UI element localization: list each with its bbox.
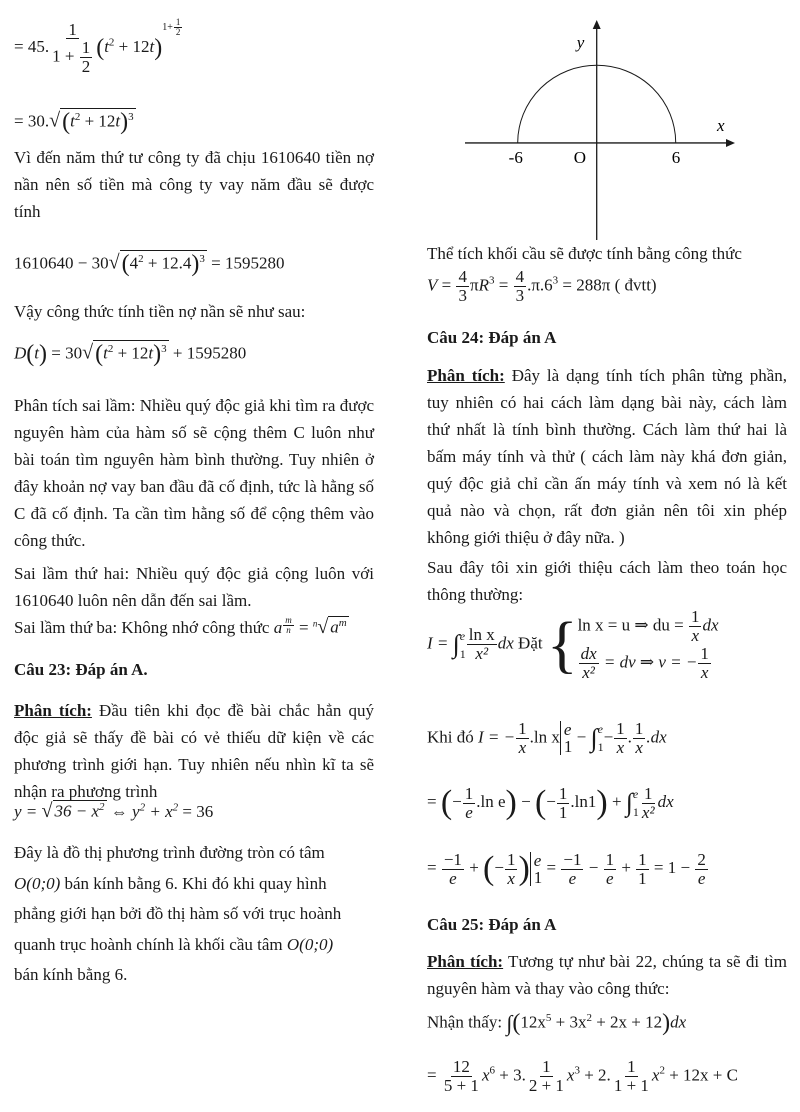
paren: ) bbox=[39, 341, 48, 367]
fraction-numerator: 1 bbox=[175, 17, 181, 27]
fraction-exponent bbox=[283, 616, 294, 636]
eq-text: = 1 − bbox=[649, 857, 695, 877]
variable: a bbox=[330, 618, 339, 637]
brace: { bbox=[546, 608, 578, 680]
fraction bbox=[442, 851, 464, 888]
radical-sign: √ bbox=[41, 800, 53, 822]
fraction-numerator: 1 bbox=[638, 849, 647, 869]
eq-text: = bbox=[427, 791, 441, 811]
analysis-label: Phân tích: bbox=[427, 366, 505, 385]
eq-text: dx bbox=[670, 1012, 687, 1032]
fraction bbox=[463, 785, 476, 822]
variable: t bbox=[103, 343, 108, 363]
eq-text: .π.6 bbox=[527, 275, 553, 295]
eq-text: + 12 bbox=[114, 37, 150, 57]
paren: ) bbox=[120, 109, 129, 135]
analysis-text: Tương tự như bài 22, chúng ta sẽ đi tìm nguyên hàm và thay vào công thức: bbox=[427, 952, 787, 998]
fraction-numerator: 1 bbox=[644, 783, 653, 803]
fraction-numerator: 1 bbox=[506, 849, 516, 869]
equation-polynomial-antiderivative bbox=[427, 1058, 738, 1095]
fraction bbox=[695, 851, 708, 888]
integral-sign: ∫ bbox=[625, 788, 633, 817]
lower-limit: 1 bbox=[459, 646, 466, 661]
paren: ( bbox=[483, 850, 495, 887]
eq-text: Đặt bbox=[513, 633, 547, 653]
fraction-denominator: 3 bbox=[515, 285, 525, 305]
fraction bbox=[689, 608, 702, 645]
exponent: 2 bbox=[659, 1064, 665, 1077]
equation-integral-setup bbox=[427, 608, 719, 681]
exponent: m bbox=[338, 617, 347, 630]
fraction-numerator: 2 bbox=[697, 849, 706, 869]
integral-limits bbox=[633, 785, 639, 821]
paragraph-mistake-1: Phân tích sai lầm: Nhiều quý độc giả khi tìm ra được nguyên hàm của hàm số sẽ cộng thêm C luôn như bài toán tìm nguyên hàm bình thường. Tuy nhiên ở đây khoản nợ vay ban đầu đã cố định, tức là hằng số C đã cố định. Ta cần tìm hằng số để cộng thêm vào công thức. bbox=[14, 396, 374, 550]
variable: t bbox=[70, 111, 75, 131]
eq-text: Sai lầm thứ ba: Không nhớ công thức bbox=[14, 618, 274, 637]
fraction-denominator: e bbox=[465, 802, 473, 822]
fraction bbox=[467, 626, 497, 663]
paragraph-method-intro: Sau đây tôi xin giới thiệu cách làm theo toán học thông thường: bbox=[427, 558, 787, 604]
paren: ( bbox=[26, 341, 35, 367]
paren: ( bbox=[512, 1010, 521, 1036]
fraction-numerator: 1 bbox=[605, 849, 615, 869]
eq-text: − bbox=[572, 727, 591, 747]
fraction-numerator: 1 bbox=[558, 783, 568, 803]
eq-text: + x bbox=[145, 802, 173, 821]
paren: ( bbox=[96, 34, 105, 61]
fraction-denominator: 1 bbox=[558, 802, 568, 822]
eq-text: = bbox=[494, 275, 513, 295]
eq-text: = bbox=[294, 618, 313, 637]
fraction bbox=[50, 21, 95, 77]
fraction-numerator: 1 bbox=[518, 719, 527, 738]
exponent: 3 bbox=[574, 1064, 580, 1077]
variable: t bbox=[149, 37, 155, 57]
exponent: 3 bbox=[199, 252, 205, 265]
fraction bbox=[527, 1058, 566, 1095]
fraction bbox=[698, 645, 711, 682]
substitution-system bbox=[578, 608, 719, 681]
variable: x bbox=[481, 1065, 490, 1085]
variable: x bbox=[566, 1065, 575, 1085]
fraction-numerator: 1 bbox=[464, 783, 474, 803]
heading-question-25: Câu 25: Đáp án A bbox=[427, 915, 557, 934]
fraction-denominator: 1 + 1 bbox=[613, 1075, 649, 1095]
eq-text: quanh trục hoành chính là khối cầu tâm bbox=[14, 934, 287, 954]
fraction-denominator: 1 bbox=[638, 868, 647, 888]
equation-sphere-volume bbox=[427, 268, 657, 305]
variable: t bbox=[104, 37, 109, 57]
exponent: 2 bbox=[139, 801, 146, 814]
radical-sign: √ bbox=[317, 616, 329, 638]
lower-limit: 1 bbox=[597, 740, 604, 755]
equation-result bbox=[427, 850, 709, 888]
upper-limit: e bbox=[563, 720, 572, 740]
integral-limits bbox=[460, 627, 466, 663]
y-axis-arrow bbox=[593, 20, 601, 29]
fraction-denominator: 5 + 1 bbox=[443, 1075, 479, 1095]
fraction bbox=[579, 645, 599, 682]
radicand bbox=[93, 340, 169, 368]
fraction bbox=[640, 785, 657, 822]
paren: ) bbox=[154, 34, 163, 61]
fraction-numerator: 1 bbox=[542, 1057, 551, 1076]
fraction-denominator: x bbox=[616, 737, 625, 757]
fraction-denominator: e bbox=[606, 868, 614, 888]
paragraph-mistake-3 bbox=[14, 616, 349, 639]
equation-polynomial-integral bbox=[427, 1010, 686, 1037]
fraction-numerator: −1 bbox=[443, 849, 462, 869]
eq-text: − bbox=[584, 857, 603, 877]
fraction-numerator: 1 bbox=[690, 607, 700, 626]
fraction-numerator: 1 bbox=[81, 38, 91, 58]
analysis-text: Đầu tiên khi đọc đề bài chắc hẳn quý độc giả sẽ thấy đề bài có vẻ thiếu dữ kiện về các phương trình giới hạn. Tuy nhiên nếu nhìn kĩ ta sẽ nhận ra phương trình bbox=[14, 701, 375, 801]
paragraph-debt-year4: Vì đến năm thứ tư công ty đã chịu 1610640 tiền nợ nần nên số tiền mà công ty vay năm đầu sẽ được tính bbox=[14, 148, 374, 221]
fraction bbox=[636, 851, 649, 888]
eq-text: − bbox=[546, 791, 556, 811]
paren: ) bbox=[505, 784, 517, 821]
upper-limit: e bbox=[632, 787, 639, 801]
lower-limit: 1 bbox=[632, 805, 639, 819]
paragraph-volume-intro: Thể tích khối cầu sẽ được tính bằng công thức bbox=[427, 244, 742, 263]
y-axis-label: y bbox=[576, 33, 585, 52]
fraction-numerator: 1 bbox=[700, 643, 709, 663]
eq-text: Khi đó bbox=[427, 727, 478, 747]
fraction bbox=[442, 1058, 481, 1095]
fraction-denominator: e bbox=[697, 868, 706, 888]
variable: t bbox=[115, 111, 121, 131]
root-index: n bbox=[312, 618, 318, 629]
eq-text: + 3. bbox=[494, 1065, 526, 1085]
paren: ( bbox=[534, 784, 547, 821]
fraction-denominator bbox=[50, 39, 95, 76]
heading-question-24: Câu 24: Đáp án A bbox=[427, 328, 557, 347]
paren: ) bbox=[518, 850, 530, 887]
fraction bbox=[505, 851, 518, 888]
eq-text: = dv ⇒ v = − bbox=[599, 651, 698, 671]
paren: ) bbox=[662, 1010, 671, 1036]
fraction bbox=[456, 268, 469, 305]
paren: ) bbox=[596, 784, 608, 821]
eq-text: + 12x + C bbox=[664, 1065, 738, 1085]
exponent: 3 bbox=[161, 342, 167, 355]
eq-text: y = bbox=[14, 802, 42, 821]
exponent: 2 bbox=[107, 342, 114, 355]
equation-initial-debt bbox=[14, 250, 285, 278]
eq-text: 1610640 − 30 bbox=[14, 253, 109, 273]
fraction-numerator: ln x bbox=[468, 625, 495, 645]
paren: ( bbox=[62, 109, 71, 135]
eq-text: + bbox=[617, 857, 636, 877]
eq-text: I = − bbox=[478, 727, 516, 747]
eq-text: 1 + bbox=[52, 46, 79, 66]
fraction-denominator: x bbox=[507, 868, 515, 888]
analysis-label: Phân tích: bbox=[427, 952, 504, 971]
fraction-numerator: m bbox=[285, 615, 292, 625]
fraction-denominator: x bbox=[691, 625, 699, 645]
exponent: 2 bbox=[108, 36, 115, 49]
fraction-numerator: 1 bbox=[634, 719, 644, 738]
radicand bbox=[60, 108, 136, 136]
eq-text: + 12 bbox=[113, 343, 149, 363]
eq-text: 12x bbox=[520, 1012, 546, 1032]
eq-text: + 3x bbox=[551, 1012, 587, 1032]
eq-text: = 45. bbox=[14, 37, 50, 57]
fraction bbox=[516, 720, 529, 757]
integral-sign: ∫ bbox=[452, 629, 460, 659]
eq-text: − bbox=[516, 791, 535, 811]
paren: ( bbox=[440, 784, 453, 821]
eq-text: − bbox=[603, 727, 614, 747]
fraction-denominator: x bbox=[635, 737, 643, 757]
paren: ( bbox=[95, 341, 104, 367]
origin-label: O bbox=[573, 147, 586, 167]
exponent: 2 bbox=[99, 801, 105, 814]
radicand bbox=[328, 616, 348, 638]
semicircle-graph bbox=[410, 0, 800, 240]
eq-text: + 2x + 12 bbox=[591, 1012, 663, 1032]
upper-limit: e bbox=[597, 722, 603, 737]
eq-text: bán kính bằng 6. Khi đó khi quay hình bbox=[60, 873, 327, 893]
exponent: 2 bbox=[586, 1011, 592, 1024]
eq-text: dx bbox=[657, 791, 674, 811]
substitution-row bbox=[578, 645, 719, 682]
eq-text: 4 bbox=[129, 253, 139, 273]
variable: t bbox=[34, 343, 40, 363]
point-label: O(0;0) bbox=[286, 934, 334, 954]
x-axis-arrow bbox=[726, 139, 735, 147]
paragraph-analysis-25 bbox=[427, 948, 787, 1002]
eq-text: = 288π bbox=[558, 275, 611, 295]
unit-text: ( đvtt) bbox=[610, 275, 657, 295]
fraction bbox=[561, 851, 583, 888]
eq-text: I = bbox=[427, 633, 453, 653]
paragraph-analysis-23 bbox=[14, 697, 374, 805]
fraction-numerator: 1 bbox=[68, 19, 77, 39]
paragraph-formula-intro: Vậy công thức tính tiền nợ nần sẽ như sau: bbox=[14, 302, 306, 321]
eq-text: + bbox=[607, 791, 626, 811]
radical-sign: √ bbox=[49, 109, 61, 132]
exponent: 5 bbox=[545, 1011, 552, 1024]
eq-text: .ln e bbox=[476, 791, 506, 811]
exponent: 2 bbox=[74, 110, 81, 123]
eq-text: = 1595280 bbox=[206, 253, 285, 273]
lower-limit: 1 bbox=[533, 868, 543, 887]
fraction bbox=[174, 18, 183, 38]
x-tick-label: -6 bbox=[508, 147, 523, 167]
fraction bbox=[633, 720, 646, 757]
fraction-numerator: −1 bbox=[563, 849, 582, 869]
paren: ) bbox=[191, 251, 200, 277]
variable: a bbox=[273, 618, 283, 637]
eq-text: + bbox=[464, 857, 484, 877]
fraction-numerator: 4 bbox=[458, 267, 467, 286]
eq-text: = bbox=[427, 857, 441, 877]
equation-parts-step1 bbox=[427, 720, 667, 757]
eq-text: = bbox=[437, 275, 456, 295]
fraction-denominator: 3 bbox=[458, 285, 467, 305]
fraction bbox=[80, 39, 93, 76]
fraction bbox=[614, 720, 627, 757]
variable: x bbox=[651, 1065, 660, 1085]
fraction-numerator: 12 bbox=[452, 1057, 470, 1076]
analysis-text: Đây là dạng tính tích phân từng phần, tuy nhiên có hai cách làm dạng bài này, cách làm thứ nhất là tính bình thường. Cách làm thứ hai là bấm máy tính và thử ( cách làm này khá đơn giản, quý độc giả chỉ cần ấn máy tính và xem nó là kết quả nào và chọn, rất đơn giản nên tôi xin phép không giới thiệu ở đây nữa. ) bbox=[427, 366, 787, 547]
eq-text: = 30. bbox=[14, 111, 50, 131]
fraction-numerator: 1 bbox=[616, 719, 625, 738]
paren: ) bbox=[153, 341, 162, 367]
eq-text: = bbox=[542, 857, 561, 877]
radical-sign: √ bbox=[82, 341, 94, 364]
equation-parts-step2 bbox=[427, 784, 674, 822]
variable: V bbox=[427, 275, 438, 295]
eq-text: Nhận thấy: bbox=[427, 1012, 507, 1032]
exponent: 3 bbox=[488, 274, 495, 287]
eq-text: = 36 bbox=[178, 802, 214, 821]
fraction bbox=[612, 1058, 651, 1095]
eq-text: + 12 bbox=[80, 111, 116, 131]
integral-sign: ∫ bbox=[506, 1010, 513, 1036]
x-tick-label: 6 bbox=[671, 147, 681, 167]
fraction-denominator: x² bbox=[641, 802, 655, 822]
text-line: Đây là đồ thị phương trình đường tròn có tâm bbox=[14, 843, 325, 862]
equation-sqrt-form bbox=[14, 108, 136, 136]
fraction bbox=[604, 851, 617, 888]
eq-text: = bbox=[427, 1065, 441, 1085]
variable: t bbox=[148, 343, 154, 363]
exponent: 6 bbox=[489, 1064, 495, 1077]
evaluation-bar bbox=[530, 852, 543, 886]
fraction-numerator: 4 bbox=[515, 267, 525, 286]
upper-limit: e bbox=[533, 851, 542, 870]
radical-sign: √ bbox=[108, 251, 120, 274]
text-line: phẳng giới hạn bởi đồ thị hàm số với trục hoành bbox=[14, 904, 342, 923]
fraction-denominator: x² bbox=[582, 662, 595, 682]
integral-sign: ∫ bbox=[590, 723, 598, 753]
exponent bbox=[162, 17, 183, 38]
eq-text: + 2. bbox=[579, 1065, 611, 1085]
fraction-numerator: 1 bbox=[627, 1057, 636, 1076]
eq-text: ln x = u ⇒ du = bbox=[577, 615, 688, 635]
eq-text: = 30 bbox=[47, 343, 83, 363]
exponent: 2 bbox=[172, 801, 179, 814]
radicand bbox=[120, 250, 207, 278]
fraction-denominator: 2 + 1 bbox=[528, 1075, 564, 1095]
fraction-denominator: n bbox=[286, 625, 291, 636]
radicand bbox=[53, 800, 107, 822]
eq-text: + 1595280 bbox=[168, 343, 247, 363]
eq-text: − bbox=[452, 791, 462, 811]
heading-question-23: Câu 23: Đáp án A. bbox=[14, 660, 148, 679]
eq-text: .ln1 bbox=[570, 791, 597, 811]
fraction bbox=[514, 268, 527, 305]
eq-text: .dx bbox=[646, 727, 667, 747]
evaluation-bar bbox=[560, 721, 573, 755]
eq-text: dx bbox=[702, 615, 719, 635]
eq-text: .ln x bbox=[529, 727, 560, 747]
eq-text: . bbox=[627, 727, 632, 747]
eq-text: + 12.4 bbox=[143, 253, 192, 273]
fraction-denominator: e bbox=[568, 868, 577, 888]
paragraph-circle-explanation bbox=[14, 838, 374, 991]
equation-circle bbox=[14, 800, 213, 823]
substitution-row bbox=[578, 608, 719, 645]
fraction-denominator: x bbox=[700, 662, 709, 682]
fraction bbox=[557, 785, 570, 822]
fraction-denominator: e bbox=[449, 868, 457, 888]
exponent: 2 bbox=[138, 252, 144, 265]
fraction-denominator: x² bbox=[475, 644, 489, 664]
fraction-numerator: dx bbox=[580, 643, 597, 663]
eq-text: 36 − x bbox=[54, 802, 100, 821]
eq-text: π bbox=[469, 275, 479, 295]
eq-text: − bbox=[494, 857, 504, 877]
exponent: 3 bbox=[128, 110, 134, 123]
x-axis-label: x bbox=[717, 115, 725, 135]
point-label: O(0;0) bbox=[14, 873, 61, 893]
text-line: bán kính bằng 6. bbox=[14, 965, 128, 984]
exponent: 3 bbox=[552, 274, 559, 287]
analysis-label: Phân tích: bbox=[14, 701, 92, 720]
fraction-denominator: 2 bbox=[81, 57, 91, 77]
fraction-denominator: 2 bbox=[175, 27, 181, 38]
paragraph-mistake-2: Sai lầm thứ hai: Nhiều quý độc giả cộng luôn với 1610640 luôn nên dẫn đến sai lầm. bbox=[14, 564, 374, 610]
lower-limit: 1 bbox=[563, 737, 573, 757]
equation-debt-function bbox=[14, 340, 246, 368]
text-line bbox=[14, 930, 374, 961]
variable: D bbox=[14, 343, 27, 363]
equation-antiderivative-step bbox=[14, 18, 183, 76]
upper-limit: e bbox=[459, 628, 466, 643]
paragraph-analysis-24 bbox=[427, 362, 787, 551]
eq-text: ⇔ y bbox=[106, 802, 140, 821]
fraction-denominator: x bbox=[518, 737, 527, 757]
eq-text: dx bbox=[497, 633, 514, 653]
paren: ( bbox=[121, 251, 130, 277]
eq-text: 1+ bbox=[162, 22, 173, 34]
variable: R bbox=[478, 275, 489, 295]
text-line bbox=[14, 869, 374, 900]
